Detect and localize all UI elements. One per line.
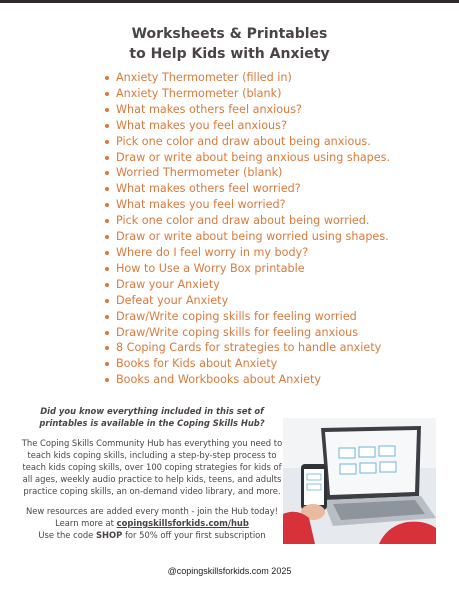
promo-learn-line: [20, 517, 284, 529]
promo-paragraph: The Coping Skills Community Hub has everything you need to teach kids coping skills, including a step-by-step process to teach kids coping skills, over 100 coping strategies for kids of all ages, weekly audio practice to help kids, teens, and adults practice coping skills, an on-demand video library, and more.: [21, 438, 283, 496]
list-item[interactable]: What makes you feel worried?: [116, 197, 390, 213]
list-item[interactable]: Draw or write about being worried using shapes.: [116, 230, 389, 244]
list-item[interactable]: How to Use a Worry Box printable: [116, 261, 390, 277]
hub-promo: [20, 405, 284, 541]
top-border: [0, 0, 459, 3]
hub-photo: [283, 418, 436, 544]
promo-cta: [20, 505, 284, 541]
hub-link[interactable]: copingskillsforkids.com/hub: [116, 518, 249, 528]
promo-question: Did you know everything included in this set of printables is available in the Coping Skills Hub?: [39, 406, 265, 428]
list-item[interactable]: Anxiety Thermometer (blank): [116, 86, 390, 102]
list-item[interactable]: Draw/Write coping skills for feeling anxious: [116, 325, 390, 341]
title-line-2: to Help Kids with Anxiety: [129, 46, 330, 62]
title-line-1: Worksheets & Printables: [131, 26, 328, 42]
list-item[interactable]: Anxiety Thermometer (filled in): [116, 70, 390, 86]
code-suffix: for 50% off your first subscription: [122, 530, 266, 540]
list-item[interactable]: Pick one color and draw about being worried.: [116, 213, 390, 229]
list-item[interactable]: What makes others feel anxious?: [116, 102, 390, 118]
promo-code-line: [20, 529, 284, 541]
printables-list: [102, 70, 390, 388]
promo-join-line: New resources are added every month - join the Hub today!: [25, 506, 279, 516]
list-item[interactable]: 8 Coping Cards for strategies to handle anxiety: [116, 340, 390, 356]
list-item[interactable]: Defeat your Anxiety: [116, 293, 390, 309]
footer-copyright: @copingskillsforkids.com 2025: [167, 566, 292, 576]
list-item[interactable]: What makes others feel worried?: [116, 181, 390, 197]
list-item[interactable]: Draw your Anxiety: [116, 277, 390, 293]
page-title: [0, 24, 459, 64]
promo-code: SHOP: [95, 530, 123, 540]
code-prefix: Use the code: [38, 530, 96, 540]
learn-prefix: Learn more at: [55, 518, 117, 528]
list-item[interactable]: Pick one color and draw about being anxious.: [116, 134, 390, 150]
laptop-phone-illustration: [283, 418, 436, 544]
list-item[interactable]: Worried Thermometer (blank): [116, 165, 390, 181]
list-item[interactable]: Books for Kids about Anxiety: [116, 356, 390, 372]
list-item[interactable]: Where do I feel worry in my body?: [116, 245, 390, 261]
list-item[interactable]: Draw/Write coping skills for feeling worried: [116, 309, 390, 325]
list-item[interactable]: What makes you feel anxious?: [116, 118, 390, 134]
list-item[interactable]: Draw or write about being anxious using shapes.: [116, 150, 391, 164]
list-item[interactable]: Books and Workbooks about Anxiety: [116, 372, 390, 388]
